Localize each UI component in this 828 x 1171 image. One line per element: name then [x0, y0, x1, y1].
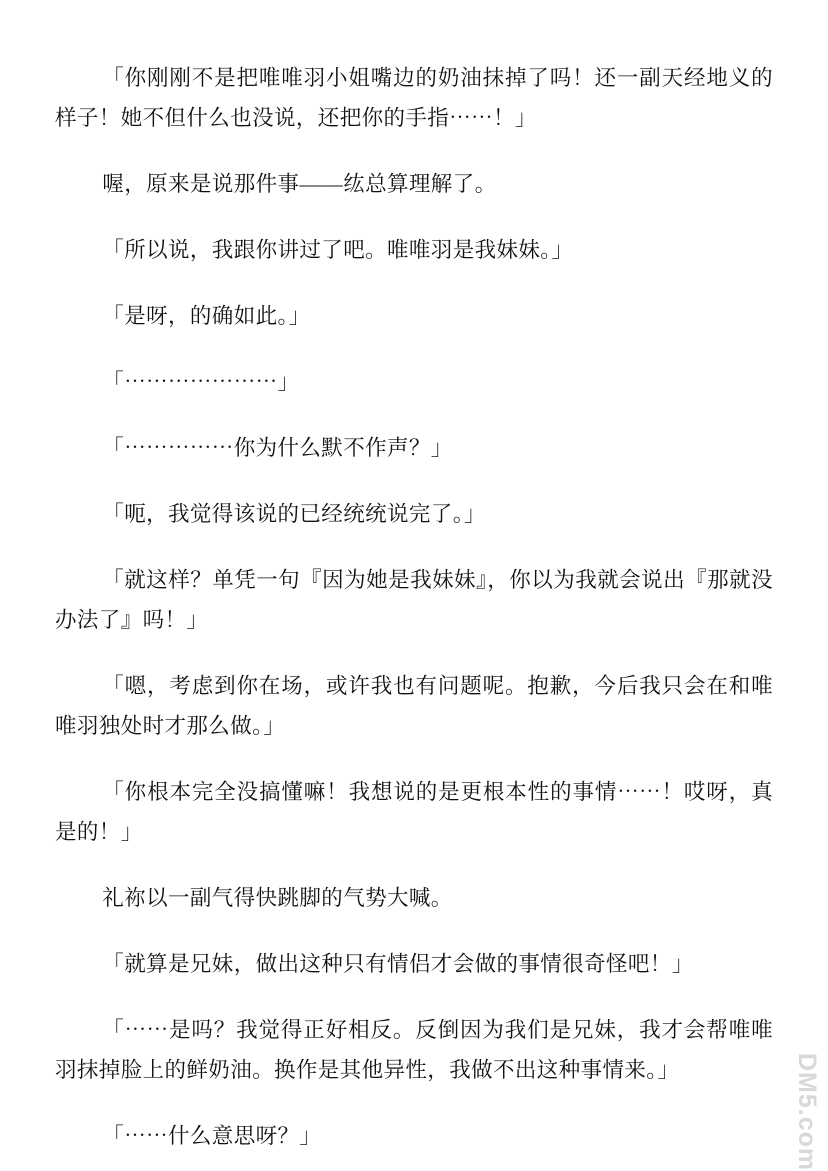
- paragraph: 礼祢以一副气得快跳脚的气势大喊。: [102, 886, 453, 910]
- paragraph: 「你刚刚不是把唯唯羽小姐嘴边的奶油抹掉了吗！还一副天经地义的样子！她不但什么也没说，还把你的手指⋯⋯！」: [55, 66, 773, 130]
- paragraph: 「就这样？单凭一句『因为她是我妹妹』，你以为我就会说出『那就没办法了』吗！」: [55, 568, 773, 632]
- page-text-body: [55, 58, 773, 1156]
- paragraph: 「就算是兄妹，做出这种只有情侣才会做的事情很奇怪吧！」: [102, 952, 694, 976]
- paragraph: 「⋯⋯⋯⋯⋯⋯⋯」: [102, 370, 300, 394]
- paragraph: 「所以说，我跟你讲过了吧。唯唯羽是我妹妹。」: [102, 238, 574, 262]
- paragraph: 「⋯⋯⋯⋯⋯你为什么默不作声？」: [102, 436, 453, 460]
- paragraph: 「呃，我觉得该说的已经统统说完了。」: [102, 502, 486, 526]
- paragraph: 「⋯⋯是吗？我觉得正好相反。反倒因为我们是兄妹，我才会帮唯唯羽抹掉脸上的鲜奶油。换作是其他异性，我做不出这种事情来。」: [55, 1018, 773, 1082]
- paragraph: 「你根本完全没搞懂嘛！我想说的是更根本性的事情⋯⋯！哎呀，真是的！」: [55, 780, 773, 844]
- site-watermark: DM5.com: [793, 1053, 821, 1171]
- paragraph: 「是呀，的确如此。」: [102, 304, 311, 328]
- paragraph: 「⋯⋯什么意思呀？」: [102, 1124, 322, 1148]
- paragraph: 「嗯，考虑到你在场，或许我也有问题呢。抱歉，今后我只会在和唯唯羽独处时才那么做。」: [55, 674, 773, 738]
- paragraph: 喔，原来是说那件事——纮总算理解了。: [102, 172, 497, 196]
